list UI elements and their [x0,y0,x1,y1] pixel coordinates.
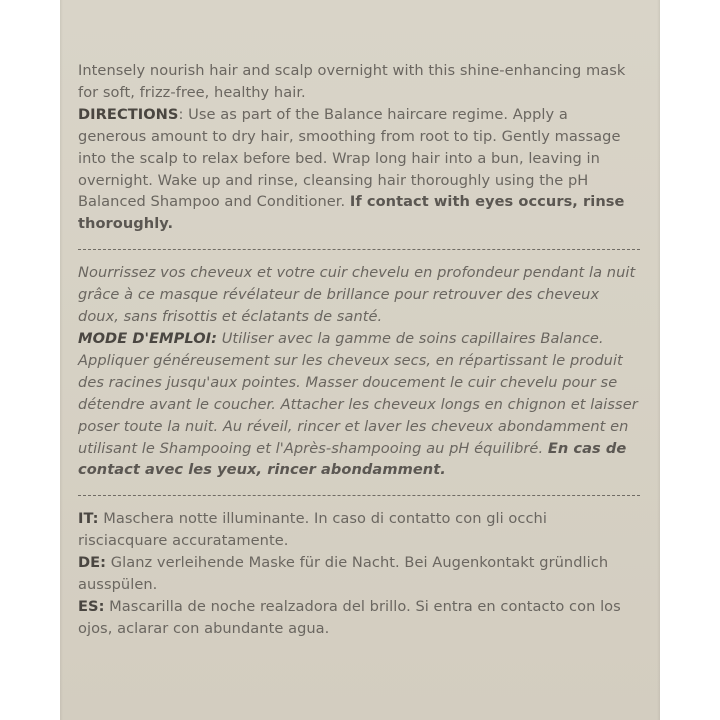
english-intro: Intensely nourish hair and scalp overnight with this shine-enhancing mask for soft, frizz-free, healthy hair. [78,62,626,101]
language-text-de: Glanz verleihende Maske für die Nacht. Bei Augenkontakt gründlich ausspülen. [78,554,609,594]
language-line-de [78,552,640,596]
language-code-it: IT: [78,510,99,528]
english-section [78,60,640,235]
french-directions-label: MODE D'EMPLOI: [78,329,218,347]
language-text-es: Mascarilla de noche realzadora del brillo. Si entra en contacto con los ojos, aclarar con abundante agua. [78,597,621,637]
french-directions-text: Utiliser avec la gamme de soins capillaires Balance. Appliquer généreusement sur les cheveux secs, en répartissant le produit des racines jusqu'aux pointes. Masser doucement le cuir chevelu pour se détendre avant le coucher. Attacher les cheveux longs en chignon et laisser poser toute la nuit. Au réveil, rincer et laver les cheveux abondamment en utilisant le Shampooing et l'Après-shampooing au pH équilibré. [78,329,638,457]
section-divider-1 [78,249,640,250]
french-warning: En cas de contact avec les yeux, rincer abondamment. [78,439,627,479]
language-text-it: Maschera notte illuminante. In caso di contatto con gli occhi risciacquare accuratamente. [78,510,547,550]
french-section [78,262,640,481]
language-line-es [78,596,640,640]
section-divider-2 [78,495,640,496]
language-line-it [78,508,640,552]
language-code-es: ES: [78,597,105,615]
english-directions-text: : Use as part of the Balance haircare regime. Apply a generous amount to dry hair, smoothing from root to tip. Gently massage into the scalp to relax before bed. Wrap long hair into a bun, leaving in overnight. Wake up and rinse, cleansing hair thoroughly using the pH Balanced Shampoo and Conditioner. [78,105,621,211]
french-intro: Nourrissez vos cheveux et votre cuir chevelu en profondeur pendant la nuit grâce à ce masque révélateur de brillance pour retrouver des cheveux doux, sans frisottis et éclatants de santé. [78,264,636,326]
english-directions-label: DIRECTIONS [78,105,179,123]
language-code-de: DE: [78,554,107,572]
other-languages-section [78,508,640,639]
english-warning: If contact with eyes occurs, rinse thoroughly. [78,193,625,233]
product-label-panel [60,0,660,720]
